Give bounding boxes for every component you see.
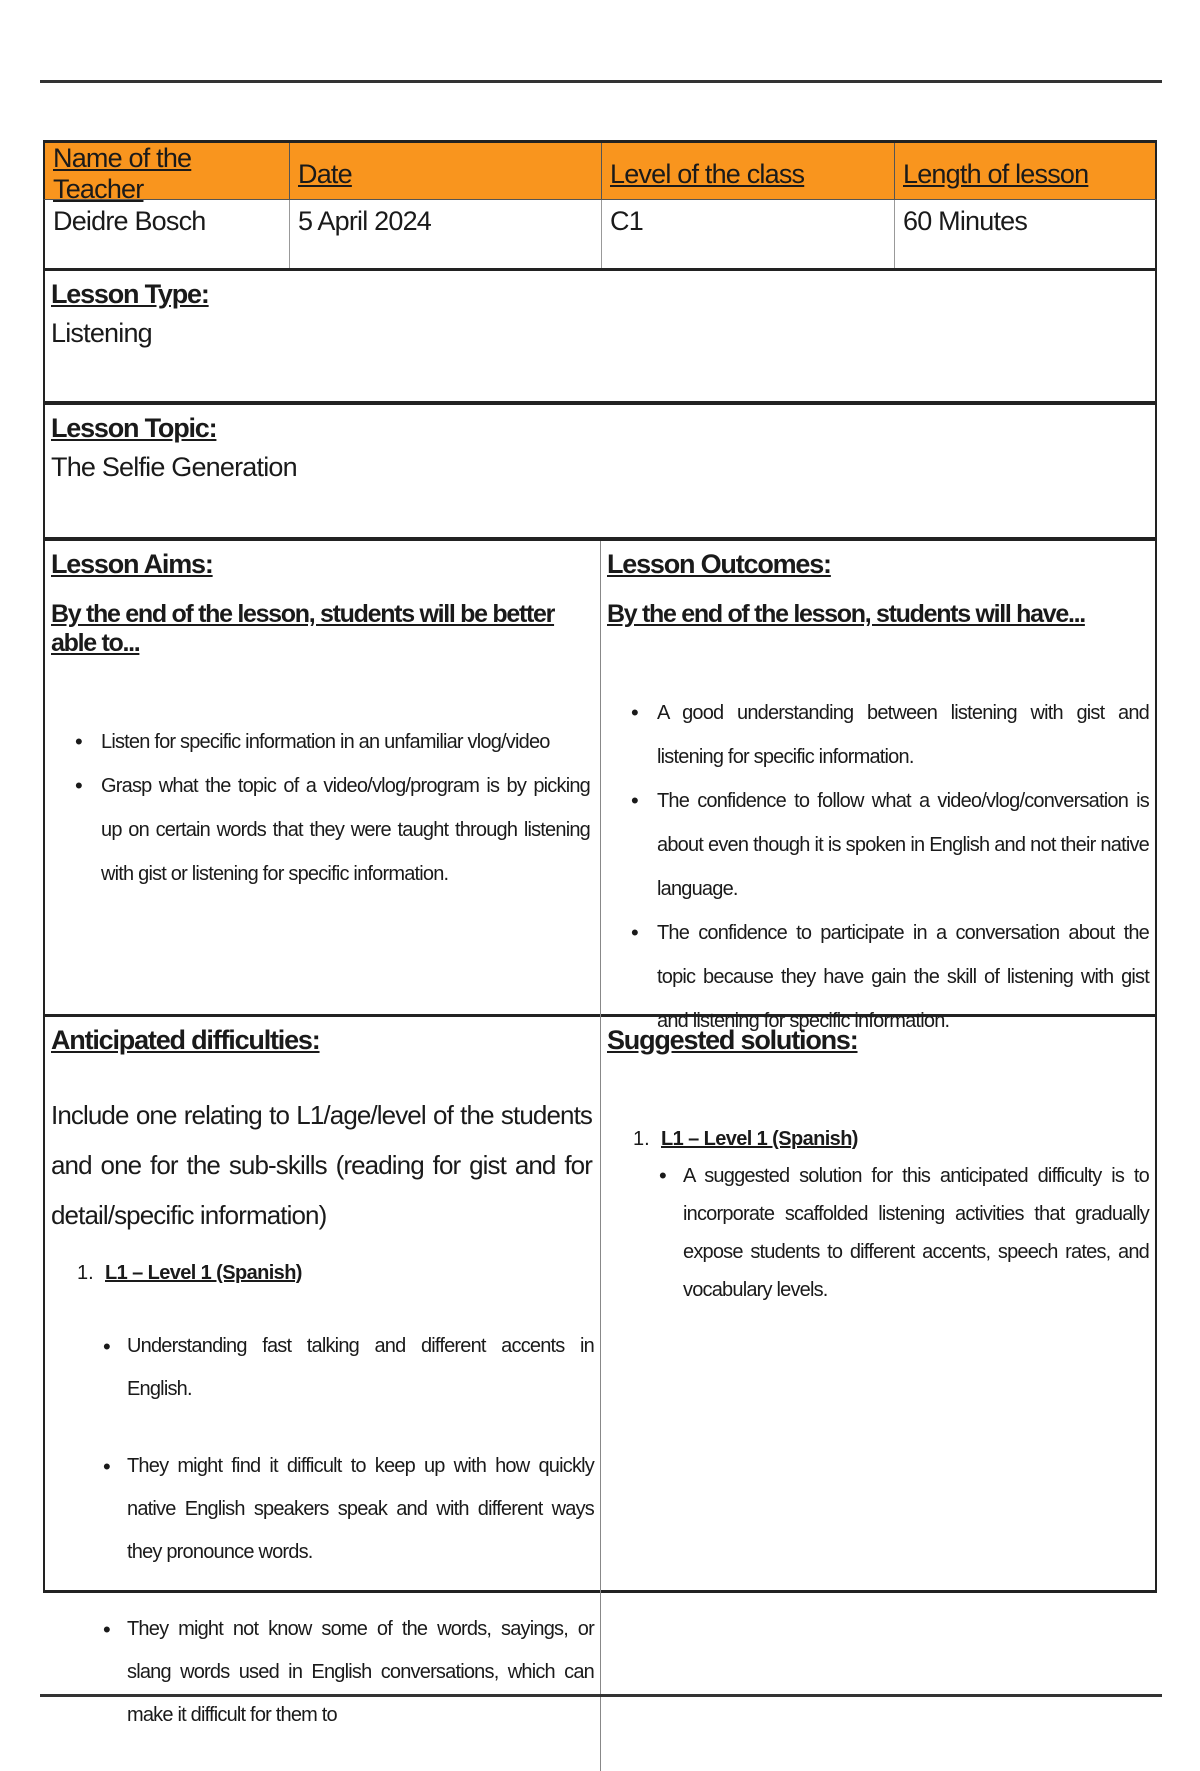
header-row [43, 140, 1157, 204]
header-length-label: Length of lesson [903, 158, 1089, 189]
top-rule [40, 80, 1162, 83]
solutions-label: Suggested solutions: [607, 1025, 858, 1055]
outcomes-cell [601, 541, 1159, 1043]
outcomes-item: • The confidence to participate in a conversation about the topic because they have gain the skill of listening with gist and listening for specific information. [657, 911, 1153, 1043]
teacher-value: Deidre Bosch [45, 200, 290, 268]
solutions-numbered-heading [633, 1128, 1153, 1151]
level-value: C1 [602, 200, 895, 268]
difficulties-note: Include one relating to L1/age/level of the students and one for the sub-skills (reading for gist and for detail/specific information) [51, 1100, 592, 1230]
lesson-topic-label: Lesson Topic: [51, 413, 217, 443]
lesson-type-block [43, 271, 1157, 405]
solutions-item: • A suggested solution for this anticipated difficulty is to incorporate scaffolded listening activities that gradually expose students to different accents, speech rates, and vocabulary levels. [683, 1157, 1153, 1309]
aims-item: • Grasp what the topic of a video/vlog/program is by picking up on certain words that they were taught through listening with gist or listening for specific information. [101, 764, 594, 896]
header-date-label: Date [298, 158, 352, 189]
outcomes-label: Lesson Outcomes: [607, 549, 831, 579]
date-value: 5 April 2024 [290, 200, 602, 268]
aims-outcomes-row [43, 541, 1157, 1032]
difficulties-item: • They might find it difficult to keep up with how quickly native English speakers speak and with different ways they pronounce words. [127, 1445, 594, 1574]
difficulties-numbered-heading [77, 1262, 594, 1285]
header-length [895, 143, 1159, 205]
difficulties-cell [45, 1017, 601, 1771]
aims-list [51, 720, 594, 896]
aims-label: Lesson Aims: [51, 549, 213, 579]
header-level [602, 143, 895, 205]
solutions-heading: L1 – Level 1 (Spanish) [661, 1128, 858, 1150]
aims-subtitle: By the end of the lesson, students will be better able to... [51, 600, 555, 657]
aims-cell [45, 541, 601, 1043]
difficulties-heading: L1 – Level 1 (Spanish) [105, 1262, 302, 1284]
header-date [290, 143, 602, 205]
solutions-number: 1. [633, 1128, 650, 1150]
values-row [43, 199, 1157, 271]
aims-item: • Listen for specific information in an unfamiliar vlog/video [101, 720, 594, 764]
lesson-plan-table [43, 140, 1157, 1726]
difficulties-solutions-row [43, 1017, 1157, 1726]
difficulties-list [51, 1325, 594, 1737]
difficulties-item: • They might not know some of the words, sayings, or slang words used in English conversations, which can make it difficult for them to [127, 1608, 594, 1737]
difficulties-number: 1. [77, 1262, 94, 1284]
outcomes-list [607, 691, 1153, 1043]
solutions-cell [601, 1017, 1159, 1771]
difficulties-label: Anticipated difficulties: [51, 1025, 320, 1055]
bottom-rule [40, 1694, 1162, 1697]
lesson-type-label: Lesson Type: [51, 279, 209, 309]
outcomes-item: • The confidence to follow what a video/vlog/conversation is about even though it is spoken in English and not their native language. [657, 779, 1153, 911]
outcomes-item: • A good understanding between listening with gist and listening for specific information. [657, 691, 1153, 779]
lesson-topic-block [43, 405, 1157, 541]
header-level-label: Level of the class [610, 158, 805, 189]
solutions-list [607, 1157, 1153, 1309]
outcomes-subtitle: By the end of the lesson, students will have... [607, 600, 1085, 628]
lesson-type-value: Listening [51, 318, 152, 348]
length-value: 60 Minutes [903, 206, 1028, 236]
lesson-topic-value: The Selfie Generation [51, 452, 297, 482]
header-teacher-label: Name of the Teacher [53, 143, 192, 204]
header-teacher [45, 143, 290, 205]
difficulties-item: • Understanding fast talking and different accents in English. [127, 1325, 594, 1411]
